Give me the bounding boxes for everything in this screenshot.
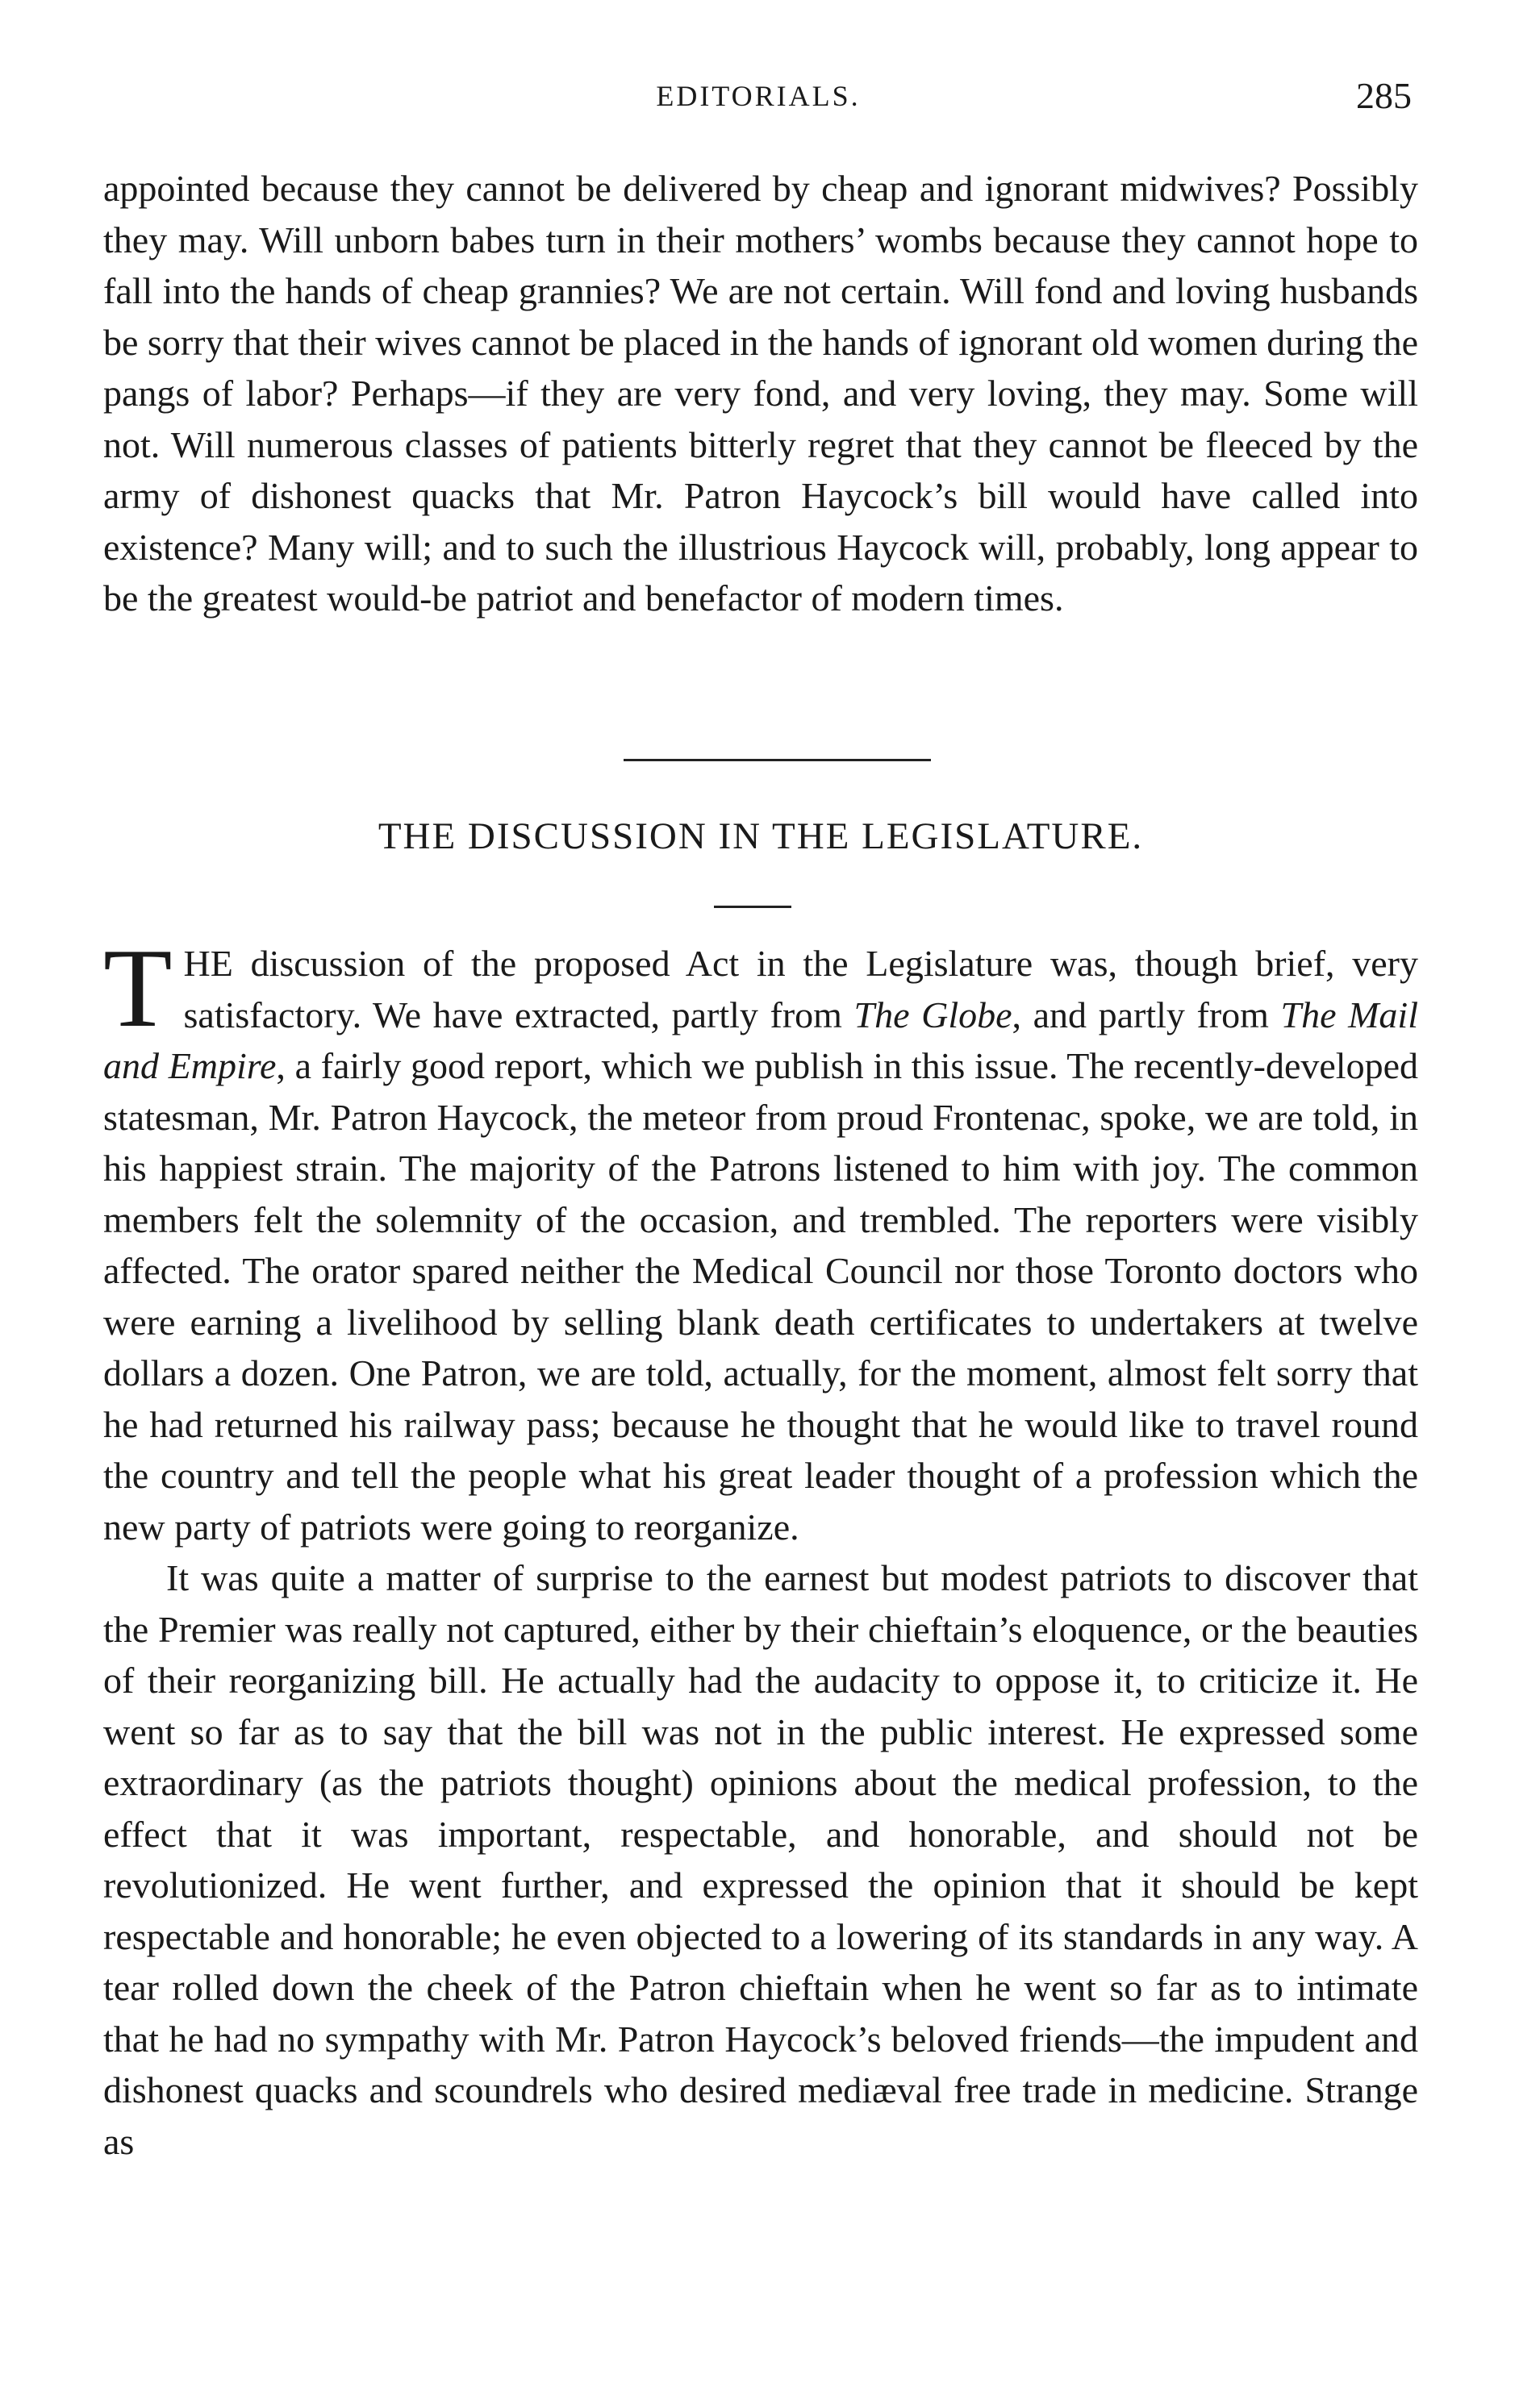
para1-rest: , a fairly good report, which we publish in this issue. The recently-developed statesman, Mr. Patron Haycock, the meteor from proud Frontenac, spoke, we are told, in his happiest strain. The majority of the Patrons listened to him with joy. The common members felt the solemnity of the occasion, and trembled. The reporters were visibly affected. The orator spared neither the Medical Council nor those Toronto doctors who were earning a livelihood by selling blank death certificates to undertakers at twelve dollars a dozen. One Patron, we are told, actually, for the moment, almost felt sorry that he had returned his railway pass; because he thought that he would like to travel round the country and tell the people what his great leader thought of a profession which the new party of patriots were going to reorganize. bbox=[103, 1045, 1418, 1548]
drop-cap: T bbox=[103, 926, 173, 1051]
continued-paragraph bbox=[103, 163, 1418, 624]
para1-opening: HE discussion of the proposed Act in the Legislature was, though brief, very satisfactory. We have extracted, partly from bbox=[183, 943, 1418, 1035]
heading-underline-rule bbox=[714, 906, 791, 908]
section-body bbox=[103, 926, 1418, 2167]
page-number: 285 bbox=[1356, 75, 1412, 116]
running-title: EDITORIALS. bbox=[656, 80, 861, 112]
source-title-globe: The Globe bbox=[853, 994, 1012, 1035]
section-paragraph-1 bbox=[103, 926, 1418, 1552]
section-paragraph-2: It was quite a matter of surprise to the earnest but modest patriots to discover that the Premier was really not captured, either by their chieftain’s eloquence, or the beauties of their reorganizing bill. He actually had the audacity to oppose it, to criticize it. He went so far as to say that the bill was not in the public interest. He expressed some extraordinary (as the patriots thought) opinions about the medical profession, to the effect that it was important, respectable, and honorable, and should not be revolutionized. He went further, and expressed the opinion that it should be kept respectable and honorable; he even objected to a lowering of its standards in any way. A tear rolled down the cheek of the Patron chieftain when he went so far as to intimate that he had no sympathy with Mr. Patron Haycock’s beloved friends—the impudent and dishonest quacks and scoundrels who desired mediæval free trade in medicine. Strange as bbox=[103, 1557, 1418, 2162]
source-title-mail-and-empire: The Mail and Empire bbox=[103, 994, 1418, 1086]
section-heading: THE DISCUSSION IN THE LEGISLATURE. bbox=[378, 815, 1144, 857]
paragraph-text: appointed because they cannot be delivered by cheap and ignorant midwives? Possibly they may. Will unborn babes turn in their mothers’ wombs because they cannot hope to fall into the hands of cheap grannies? We are not certain. Will fond and loving husbands be sorry that their wives cannot be placed in the hands of ignorant old women during the pangs of labor? Perhaps—if they are very fond, and very loving, they may. Some will not. Will numerous classes of patients bitterly regret that they cannot be fleeced by the army of dishonest quacks that Mr. Patron Haycock’s bill would have called into existence? Many will; and to such the illustrious Haycock will, probably, long appear to be the greatest would-be patriot and benefactor of modern times. bbox=[103, 168, 1419, 619]
running-head bbox=[105, 74, 1412, 123]
para1-middle: , and partly from bbox=[1012, 994, 1281, 1035]
section-divider-rule bbox=[624, 759, 931, 761]
